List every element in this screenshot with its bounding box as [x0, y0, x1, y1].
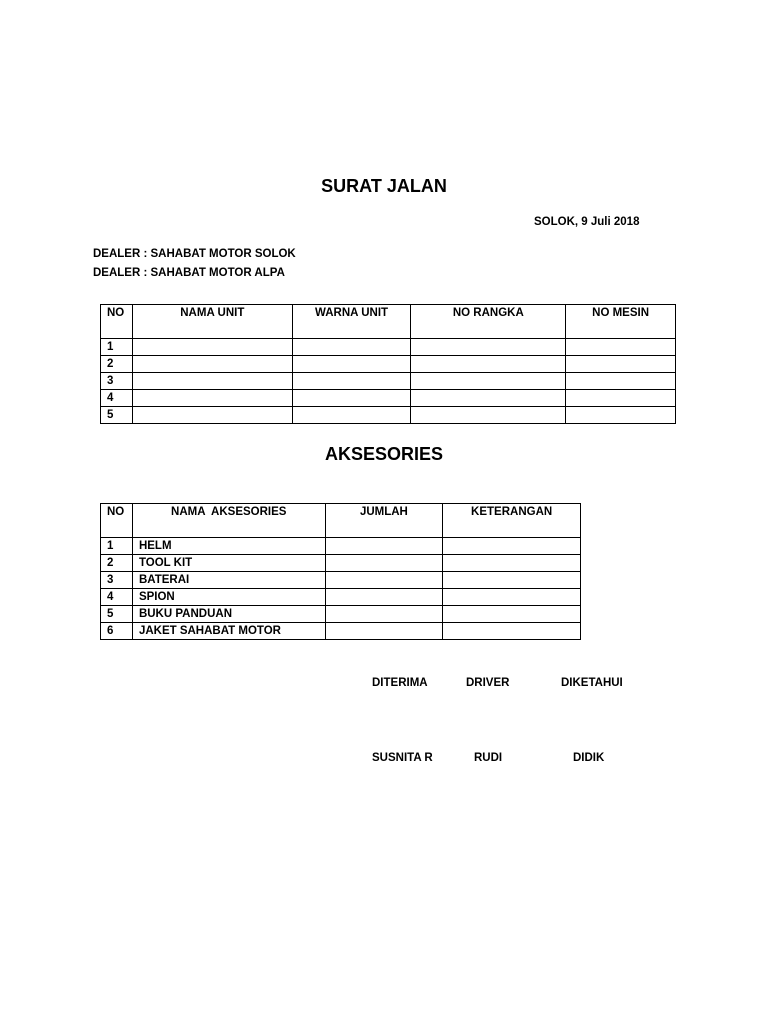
signature-role-diketahui: DIKETAHUI — [561, 677, 623, 689]
document-date: SOLOK, 9 Juli 2018 — [534, 216, 640, 228]
dealer-line-2: DEALER : SAHABAT MOTOR ALPA — [93, 267, 285, 279]
units-row-no: 3 — [101, 373, 133, 390]
units-cell — [411, 356, 566, 373]
units-cell — [411, 339, 566, 356]
dealer-line-1: DEALER : SAHABAT MOTOR SOLOK — [93, 248, 296, 260]
signature-name-susnita: SUSNITA R — [372, 752, 433, 764]
accessories-cell — [325, 623, 443, 640]
units-cell — [566, 390, 676, 407]
accessories-cell — [443, 623, 581, 640]
units-header-no: NO — [101, 305, 133, 339]
accessories-cell — [443, 589, 581, 606]
accessories-cell — [325, 589, 443, 606]
units-row-no: 5 — [101, 407, 133, 424]
accessories-cell — [325, 538, 443, 555]
accessories-item-name: JAKET SAHABAT MOTOR — [132, 623, 325, 640]
units-cell — [132, 339, 292, 356]
signature-name-didik: DIDIK — [573, 752, 605, 764]
units-table-header — [101, 305, 676, 339]
units-cell — [292, 373, 411, 390]
table-row — [101, 623, 581, 640]
units-cell — [132, 407, 292, 424]
units-header-no-rangka: NO RANGKA — [411, 305, 566, 339]
accessories-cell — [443, 606, 581, 623]
signature-role-diterima: DITERIMA — [372, 677, 428, 689]
accessories-item-name: BATERAI — [132, 572, 325, 589]
accessories-row-no: 2 — [101, 555, 133, 572]
units-cell — [411, 373, 566, 390]
units-cell — [292, 356, 411, 373]
accessories-item-name: HELM — [132, 538, 325, 555]
units-cell — [132, 373, 292, 390]
accessories-cell — [443, 555, 581, 572]
units-cell — [292, 407, 411, 424]
units-table — [100, 304, 676, 424]
signature-role-driver: DRIVER — [466, 677, 510, 689]
accessories-title: AKSESORIES — [324, 444, 444, 464]
units-cell — [292, 339, 411, 356]
accessories-header-jumlah: JUMLAH — [325, 504, 443, 538]
units-header-nama-unit: NAMA UNIT — [132, 305, 292, 339]
table-row — [101, 339, 676, 356]
accessories-cell — [325, 555, 443, 572]
table-row — [101, 606, 581, 623]
accessories-cell — [325, 572, 443, 589]
accessories-item-name: BUKU PANDUAN — [132, 606, 325, 623]
accessories-header-nama: NAMA AKSESORIES — [132, 504, 325, 538]
accessories-table-header — [101, 504, 581, 538]
signature-name-rudi: RUDI — [474, 752, 503, 764]
units-cell — [566, 373, 676, 390]
table-row — [101, 538, 581, 555]
units-cell — [411, 407, 566, 424]
accessories-row-no: 3 — [101, 572, 133, 589]
table-row — [101, 356, 676, 373]
accessories-item-name: TOOL KIT — [132, 555, 325, 572]
units-header-no-mesin: NO MESIN — [566, 305, 676, 339]
table-row — [101, 373, 676, 390]
accessories-header-no: NO — [101, 504, 133, 538]
units-cell — [292, 390, 411, 407]
units-cell — [132, 356, 292, 373]
table-row — [101, 572, 581, 589]
accessories-table — [100, 503, 581, 640]
units-cell — [566, 339, 676, 356]
accessories-row-no: 4 — [101, 589, 133, 606]
accessories-item-name: SPION — [132, 589, 325, 606]
units-row-no: 1 — [101, 339, 133, 356]
units-row-no: 4 — [101, 390, 133, 407]
units-cell — [411, 390, 566, 407]
accessories-row-no: 1 — [101, 538, 133, 555]
table-row — [101, 555, 581, 572]
table-row — [101, 390, 676, 407]
units-header-warna-unit: WARNA UNIT — [292, 305, 411, 339]
accessories-row-no: 5 — [101, 606, 133, 623]
units-cell — [566, 356, 676, 373]
table-row — [101, 407, 676, 424]
units-cell — [132, 390, 292, 407]
accessories-row-no: 6 — [101, 623, 133, 640]
accessories-header-keterangan: KETERANGAN — [443, 504, 581, 538]
accessories-cell — [443, 538, 581, 555]
document-title: SURAT JALAN — [321, 176, 447, 196]
accessories-cell — [443, 572, 581, 589]
units-cell — [566, 407, 676, 424]
table-row — [101, 589, 581, 606]
accessories-cell — [325, 606, 443, 623]
units-row-no: 2 — [101, 356, 133, 373]
